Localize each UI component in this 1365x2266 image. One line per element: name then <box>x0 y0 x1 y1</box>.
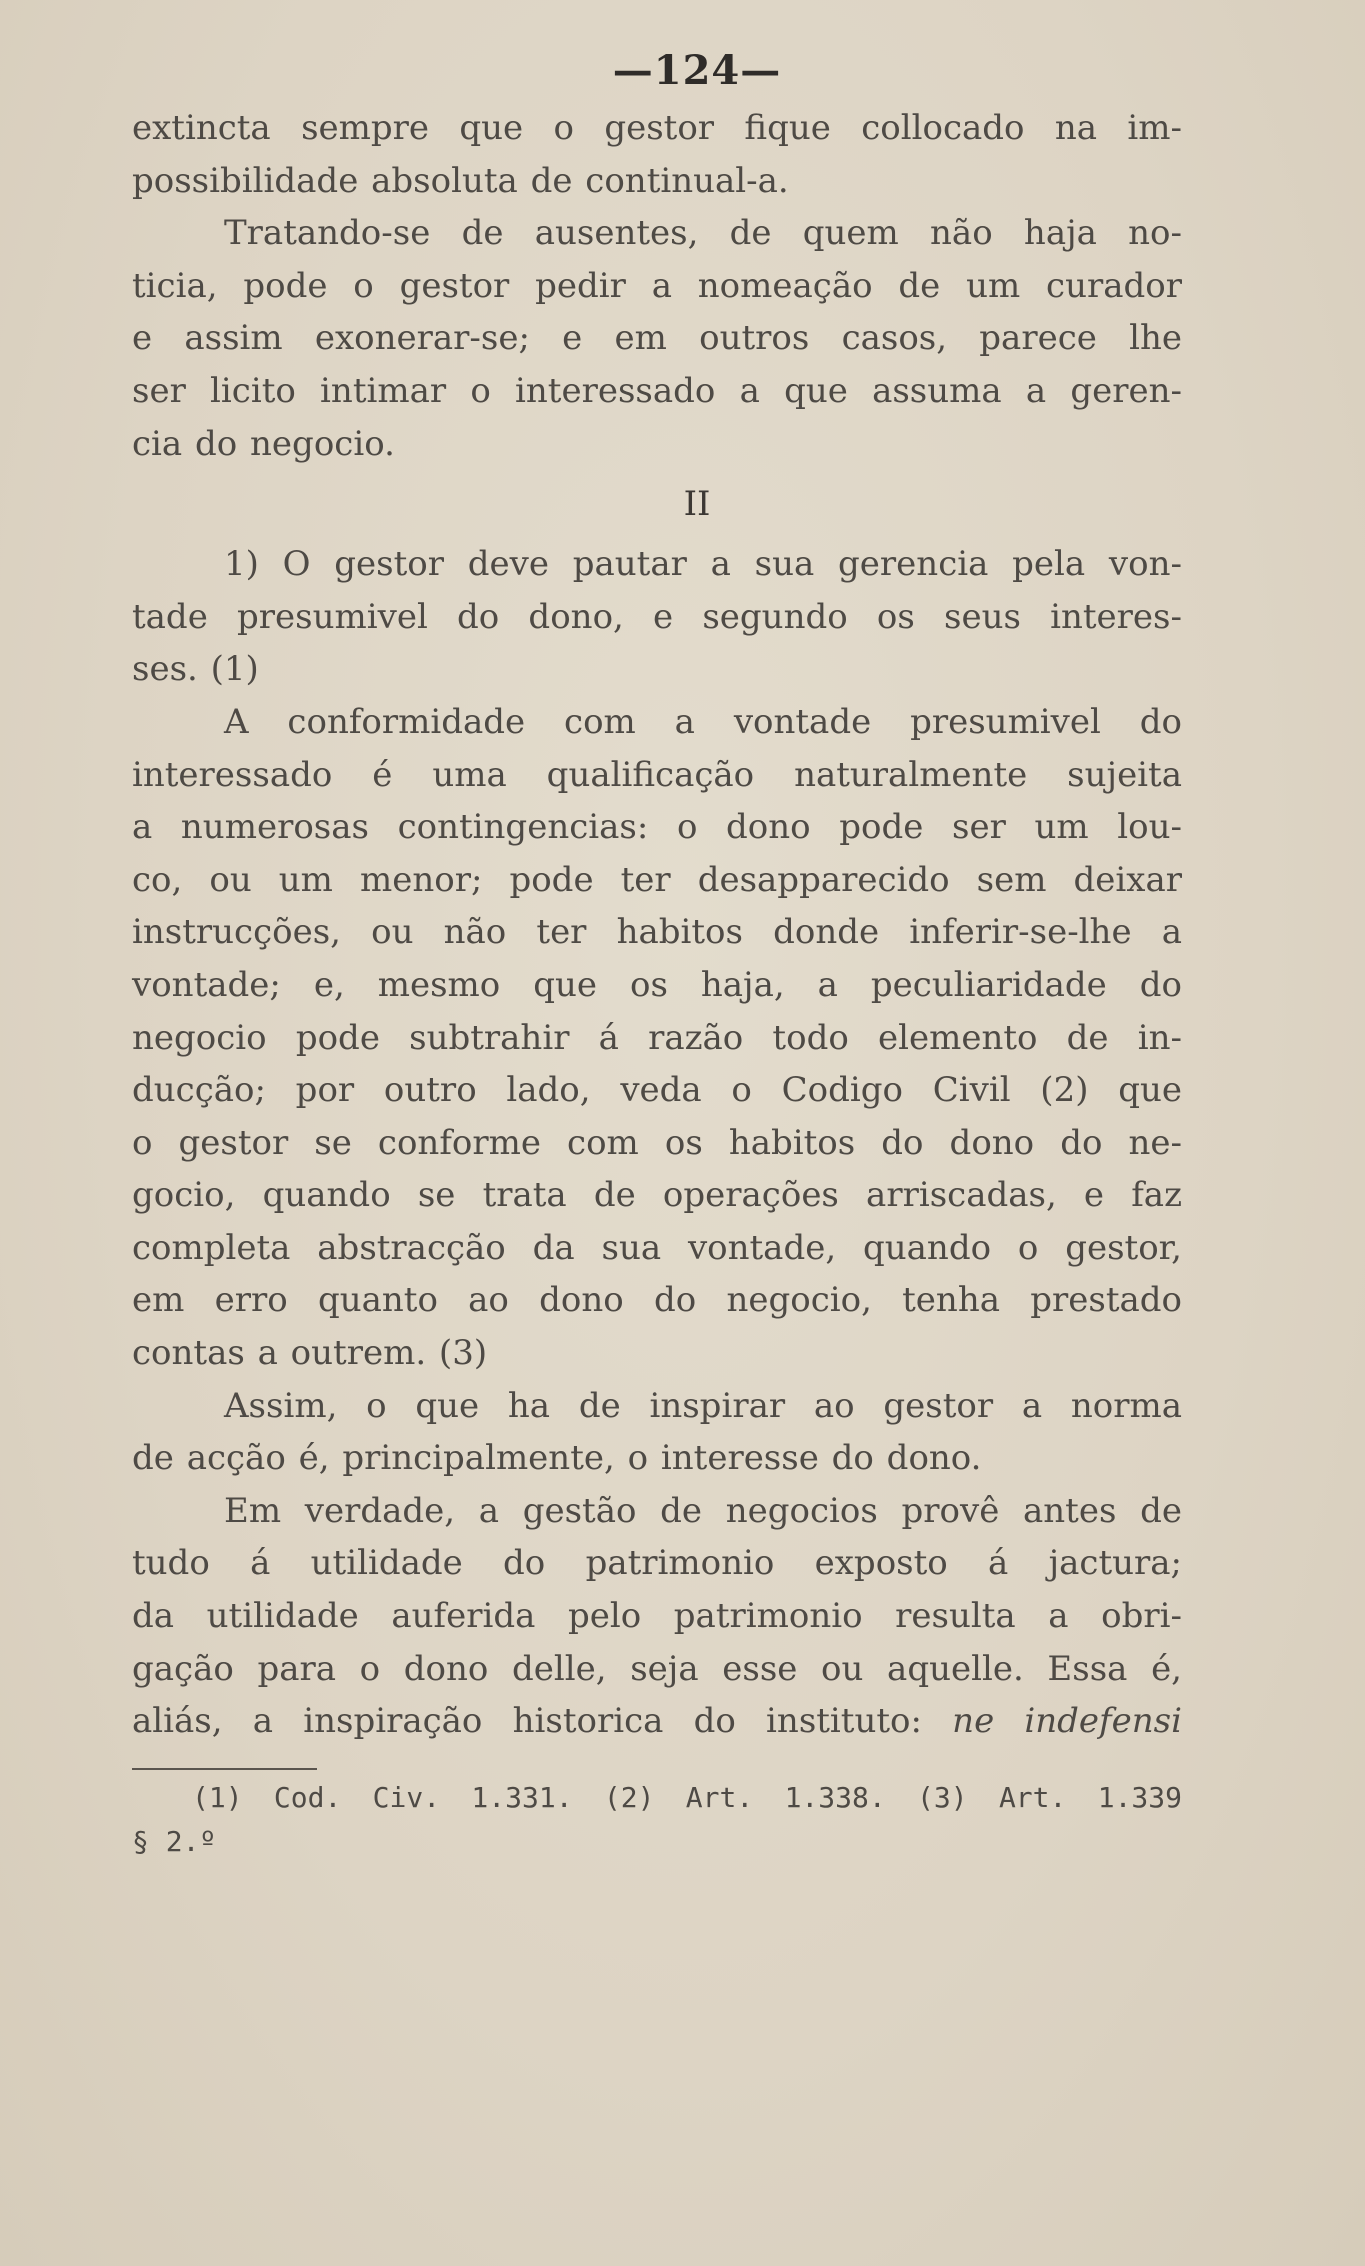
paragraph-2 <box>132 207 1182 470</box>
text-line: A conformidade com a vontade presumivel do <box>224 701 1182 742</box>
text-line: a numerosas contingencias: o dono pode ser um lou- <box>132 807 1182 848</box>
text-line: instrucções, ou não ter habitos donde inferir-se-lhe a <box>132 912 1182 953</box>
text-line: em erro quanto ao dono do negocio, tenha prestado <box>132 1280 1182 1321</box>
footnote-line: (1) Cod. Civ. 1.331. (2) Art. 1.338. (3) Art. 1.339 <box>192 1780 1182 1814</box>
footnotes <box>132 1776 1182 1864</box>
text-line: negocio pode subtrahir á razão todo elemento de in- <box>132 1017 1182 1058</box>
text-line: co, ou um menor; pode ter desapparecido sem deixar <box>132 859 1182 900</box>
text-line: o gestor se conforme com os habitos do dono do ne- <box>132 1122 1182 1163</box>
text-line: tudo á utilidade do patrimonio exposto á jactura; <box>132 1543 1182 1584</box>
paragraph-4 <box>132 696 1182 1380</box>
text-line: gação para o dono delle, seja esse ou aquelle. Essa é, <box>132 1648 1182 1689</box>
text-line: cia do negocio. <box>132 423 395 464</box>
text-line: completa abstracção da sua vontade, quando o gestor, <box>132 1227 1182 1268</box>
text-line: Assim, o que ha de inspirar ao gestor a norma <box>224 1385 1182 1426</box>
text-line: extincta sempre que o gestor fique collocado na im- <box>132 108 1182 148</box>
text-line: da utilidade auferida pelo patrimonio resulta a obri- <box>132 1596 1182 1637</box>
text-line: 1) O gestor deve pautar a sua gerencia pela von- <box>224 544 1182 585</box>
text-line: e assim exonerar-se; e em outros casos, parece lhe <box>132 318 1182 359</box>
paragraph-3 <box>132 538 1182 696</box>
text-line: interessado é uma qualificação naturalmente sujeita <box>132 754 1182 795</box>
paragraph-1 <box>132 102 1182 207</box>
text-column <box>132 40 1182 1864</box>
page-number: —124— <box>612 47 782 94</box>
paragraph-6 <box>132 1485 1182 1748</box>
text-line: ducção; por outro lado, veda o Codigo Civil (2) que <box>132 1070 1182 1111</box>
latin-phrase: ne indefensi <box>952 1701 1182 1742</box>
text-line: ses. (1) <box>132 649 259 690</box>
text-line: de acção é, principalmente, o interesse do dono. <box>132 1438 982 1479</box>
text-line: ser licito intimar o interessado a que assuma a geren- <box>132 370 1182 411</box>
text-line: contas a outrem. (3) <box>132 1333 488 1374</box>
text-line: vontade; e, mesmo que os haja, a peculiaridade do <box>132 964 1182 1005</box>
text-line: possibilidade absoluta de continual-a. <box>132 160 789 201</box>
text-line: ticia, pode o gestor pedir a nomeação de um curador <box>132 265 1182 306</box>
section-heading: II <box>683 484 711 525</box>
paragraph-5 <box>132 1380 1182 1485</box>
text-line: gocio, quando se trata de operações arriscadas, e faz <box>132 1175 1182 1216</box>
text-line-prefix: aliás, a inspiração historica do instituto: <box>132 1701 953 1742</box>
text-line-mixed <box>132 1695 1182 1748</box>
text-line: Em verdade, a gestão de negocios provê antes de <box>224 1490 1182 1531</box>
text-line: Tratando-se de ausentes, de quem não haja no- <box>224 213 1182 254</box>
footnote-divider <box>132 1768 317 1770</box>
footnote-line: § 2.º <box>132 1824 217 1858</box>
text-line: tade presumivel do dono, e segundo os seus interes- <box>132 596 1182 637</box>
